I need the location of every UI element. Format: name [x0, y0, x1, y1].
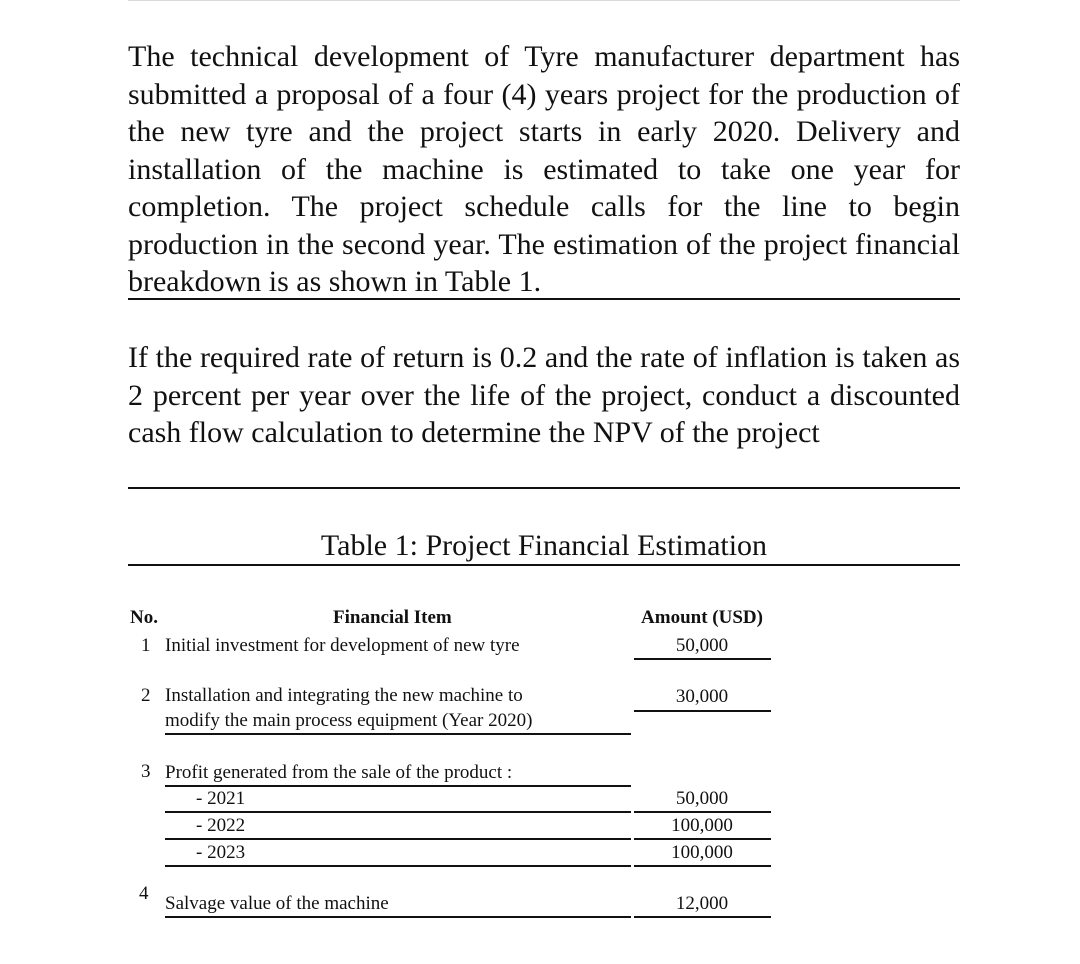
row-3-amount-2022: 100,000 [671, 815, 733, 836]
row-3-2023-amount-underline [634, 865, 771, 867]
header-financial-item: Financial Item [333, 607, 452, 628]
row-1-amount: 50,000 [675, 635, 729, 656]
row-3-2022-amount-underline [634, 838, 771, 840]
row-2-amount: 30,000 [675, 686, 729, 707]
row-4-item: Salvage value of the machine [165, 893, 389, 914]
row-3-item: Profit generated from the sale of the product : [165, 762, 513, 783]
row-3-amount-2023: 100,000 [671, 842, 733, 863]
row-2-item-line-1: Installation and integrating the new machine to [165, 685, 523, 706]
row-3-no: 3 [141, 761, 151, 782]
row-4-amount-underline [634, 916, 771, 918]
row-3-2021-amount-underline [634, 811, 771, 813]
problem-paragraph-1: The technical development of Tyre manufacturer department has submitted a proposal of a four (4) years project for the production of the new tyre and the project starts in early 2020. Delivery and installation of the machine is estimated to take one year for completion. The project schedule calls for the line to begin production in the second year. The estimation of the project financial breakdown is as shown in Table 1. [128, 40, 960, 298]
row-3-year-2022: - 2022 [196, 815, 246, 836]
row-1-no: 1 [141, 635, 151, 656]
row-2-item-line-2: modify the main process equipment (Year 2020) [165, 710, 533, 731]
top-divider [128, 0, 960, 1]
row-3-year-2023: - 2023 [196, 842, 246, 863]
row-4-amount: 12,000 [675, 893, 729, 914]
row-2-item-underline [165, 733, 631, 735]
row-3-2021-underline [165, 811, 631, 813]
row-2-amount-underline [634, 710, 771, 712]
row-3-2023-underline [165, 865, 631, 867]
row-3-amount-2021: 50,000 [675, 788, 729, 809]
header-no: No. [130, 607, 158, 628]
row-1-amount-underline [634, 658, 771, 660]
row-2-no: 2 [141, 685, 151, 706]
header-amount: Amount (USD) [641, 607, 763, 628]
paragraph-2-underline [128, 487, 960, 489]
paragraph-1-underline [128, 298, 960, 300]
row-4-item-underline [165, 916, 631, 918]
row-3-2022-underline [165, 838, 631, 840]
row-4-no: 4 [139, 883, 149, 904]
problem-paragraph-2: If the required rate of return is 0.2 and the rate of inflation is taken as 2 percent per year over the life of the project, conduct a discounted cash flow calculation to determine the NPV of the project [128, 341, 960, 449]
row-1-item: Initial investment for development of new tyre [165, 635, 520, 656]
row-3-item-underline [165, 785, 631, 787]
row-3-year-2021: - 2021 [196, 788, 246, 809]
table-title-rule [128, 564, 960, 566]
table-title: Table 1: Project Financial Estimation [320, 529, 768, 562]
